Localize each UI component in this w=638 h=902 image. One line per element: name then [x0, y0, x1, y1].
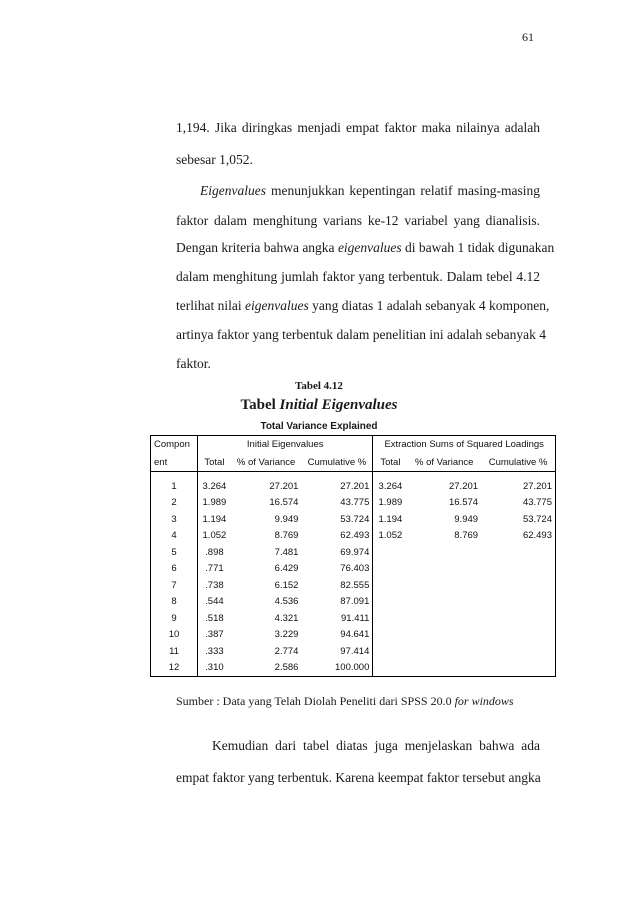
paragraph-2-line-1	[200, 183, 540, 199]
table-row	[151, 561, 556, 578]
value-cell: 91.411	[301, 610, 372, 627]
value-cell	[407, 561, 481, 578]
initial-eigenvalues-header: Initial Eigenvalues	[198, 436, 373, 454]
term-eigenvalues: Eigenvalues	[200, 183, 266, 198]
table-header-row-2	[151, 453, 556, 472]
spss-table-title: Total Variance Explained	[260, 421, 378, 432]
value-cell	[481, 610, 555, 627]
component-cell: 12	[151, 660, 198, 677]
value-cell: 62.493	[522, 530, 552, 542]
paragraph-2-line-7: faktor.	[176, 356, 211, 371]
col-header: % of Variance	[407, 453, 481, 472]
component-cell: 3	[151, 511, 198, 528]
text-segment: yang diatas 1 adalah sebanyak 4 komponen,	[312, 298, 550, 313]
text-segment: Dengan kriteria bahwa angka	[176, 240, 335, 255]
value-cell	[373, 594, 408, 611]
table-row	[151, 544, 556, 561]
table-row	[151, 495, 556, 512]
value-cell: 9.949	[274, 513, 299, 525]
table-row	[151, 594, 556, 611]
value-cell: 53.724	[301, 511, 372, 528]
component-cell: 5	[151, 544, 198, 561]
value-cell: 8.769	[454, 530, 479, 542]
value-cell: 7.481	[274, 546, 299, 558]
value-cell	[373, 660, 408, 677]
value-cell: .544	[205, 596, 224, 608]
value-cell: 27.201	[448, 480, 479, 492]
value-cell: 3.264	[202, 480, 227, 492]
value-cell	[373, 627, 408, 644]
caption-italic: Initial Eigenvalues	[279, 397, 398, 413]
value-cell: .738	[205, 579, 224, 591]
value-cell	[481, 627, 555, 644]
value-cell: .898	[205, 546, 224, 558]
paragraph-1-line-2: sebesar 1,052.	[176, 152, 253, 167]
variance-table	[150, 435, 556, 677]
value-cell: 62.493	[301, 528, 372, 545]
component-cell: 7	[151, 577, 198, 594]
value-cell	[407, 594, 481, 611]
value-cell: 6.429	[274, 563, 299, 575]
text-segment: terlihat nilai	[176, 298, 242, 313]
col-header: Cumulative %	[301, 453, 372, 472]
table-caption-number: Tabel 4.12	[295, 380, 343, 392]
value-cell: 87.091	[301, 594, 372, 611]
col-header: % of Variance	[231, 453, 302, 472]
value-cell: 43.775	[522, 497, 552, 509]
value-cell: 97.414	[301, 643, 372, 660]
table-row	[151, 511, 556, 528]
value-cell: 94.641	[301, 627, 372, 644]
component-cell: 8	[151, 594, 198, 611]
table-row	[151, 577, 556, 594]
value-cell: .310	[198, 660, 231, 677]
value-cell: 1.989	[378, 497, 403, 509]
page-number: 61	[522, 30, 534, 44]
caption-prefix: Tabel	[240, 397, 276, 413]
text-segment: di bawah 1 tidak digunakan	[405, 240, 555, 255]
col-header: Total	[198, 453, 231, 472]
paragraph-1-line-1: 1,194. Jika diringkas menjadi empat faktor maka nilainya adalah	[176, 120, 540, 135]
value-cell: 27.201	[269, 480, 299, 492]
component-header: Compon	[151, 436, 198, 454]
value-cell	[407, 577, 481, 594]
source-text: Sumber : Data yang Telah Diolah Peneliti dari SPSS 20.0	[176, 694, 452, 708]
col-header: Total	[373, 453, 408, 472]
value-cell	[407, 610, 481, 627]
component-cell: 10	[151, 627, 198, 644]
paragraph-3-line-2: empat faktor yang terbentuk. Karena keempat faktor tersebut angka	[176, 770, 541, 785]
term-eigenvalues: eigenvalues	[337, 240, 402, 255]
value-cell: 1.194	[378, 513, 403, 525]
value-cell: .771	[205, 563, 224, 575]
table-source-note	[176, 694, 514, 709]
component-header-cont: ent	[151, 453, 198, 472]
value-cell: 100.000	[301, 660, 372, 677]
value-cell	[373, 577, 408, 594]
value-cell	[481, 643, 555, 660]
term-eigenvalues: eigenvalues	[244, 298, 309, 313]
value-cell: .387	[205, 629, 224, 641]
table-row	[151, 528, 556, 545]
value-cell: 1.989	[202, 497, 227, 509]
col-header: Cumulative %	[481, 453, 555, 472]
value-cell	[407, 544, 481, 561]
component-cell: 6	[151, 561, 198, 578]
component-cell: 4	[151, 528, 198, 545]
component-cell: 11	[151, 643, 198, 660]
value-cell: 6.152	[274, 579, 299, 591]
value-cell: 8.769	[274, 530, 299, 542]
table-row	[151, 472, 556, 495]
value-cell: 1.052	[378, 530, 403, 542]
table-row	[151, 627, 556, 644]
value-cell: 76.403	[301, 561, 372, 578]
component-cell: 9	[151, 610, 198, 627]
table-row	[151, 643, 556, 660]
table-caption-title	[0, 397, 638, 414]
value-cell	[373, 544, 408, 561]
paragraph-2-line-6: artinya faktor yang terbentuk dalam penelitian ini adalah sebanyak 4	[176, 327, 546, 342]
value-cell	[373, 561, 408, 578]
paragraph-2-line-5	[176, 298, 550, 314]
value-cell: .518	[205, 612, 224, 624]
value-cell: 4.536	[274, 596, 299, 608]
value-cell	[481, 660, 555, 677]
value-cell: 3.264	[378, 480, 403, 492]
value-cell	[407, 643, 481, 660]
paragraph-2-line-2: faktor dalam menghitung varians ke-12 variabel yang dianalisis.	[176, 213, 540, 228]
value-cell	[481, 561, 555, 578]
value-cell: 9.949	[454, 513, 479, 525]
value-cell	[481, 544, 555, 561]
paragraph-3-line-1: Kemudian dari tabel diatas juga menjelaskan bahwa ada	[212, 738, 540, 753]
extraction-header: Extraction Sums of Squared Loadings	[373, 436, 556, 454]
value-cell	[373, 643, 408, 660]
value-cell	[373, 610, 408, 627]
value-cell: 3.229	[274, 629, 299, 641]
text-segment: menunjukkan kepentingan relatif masing-masing	[270, 183, 541, 198]
component-cell: 1	[151, 472, 198, 495]
value-cell: .333	[205, 645, 224, 657]
value-cell: 43.775	[301, 495, 372, 512]
value-cell: 27.201	[301, 472, 372, 495]
value-cell: 4.321	[274, 612, 299, 624]
value-cell	[481, 577, 555, 594]
table-row	[151, 610, 556, 627]
value-cell: 16.574	[269, 497, 299, 509]
table-row	[151, 660, 556, 677]
value-cell: 53.724	[522, 513, 552, 525]
value-cell: 16.574	[448, 497, 479, 509]
component-cell: 2	[151, 495, 198, 512]
table-body	[151, 472, 556, 677]
value-cell: 27.201	[522, 480, 552, 492]
value-cell: 82.555	[301, 577, 372, 594]
value-cell	[407, 660, 481, 677]
value-cell	[407, 627, 481, 644]
value-cell: 1.052	[202, 530, 227, 542]
value-cell: 69.974	[301, 544, 372, 561]
source-italic: for windows	[454, 694, 514, 708]
value-cell: 2.774	[274, 645, 299, 657]
value-cell	[481, 594, 555, 611]
value-cell: 1.194	[202, 513, 227, 525]
value-cell: 2.586	[231, 660, 302, 677]
paragraph-2-line-4: dalam menghitung jumlah faktor yang terbentuk. Dalam tebel 4.12	[176, 269, 540, 284]
paragraph-2-line-3	[176, 240, 555, 256]
table-header-row-1	[151, 436, 556, 454]
